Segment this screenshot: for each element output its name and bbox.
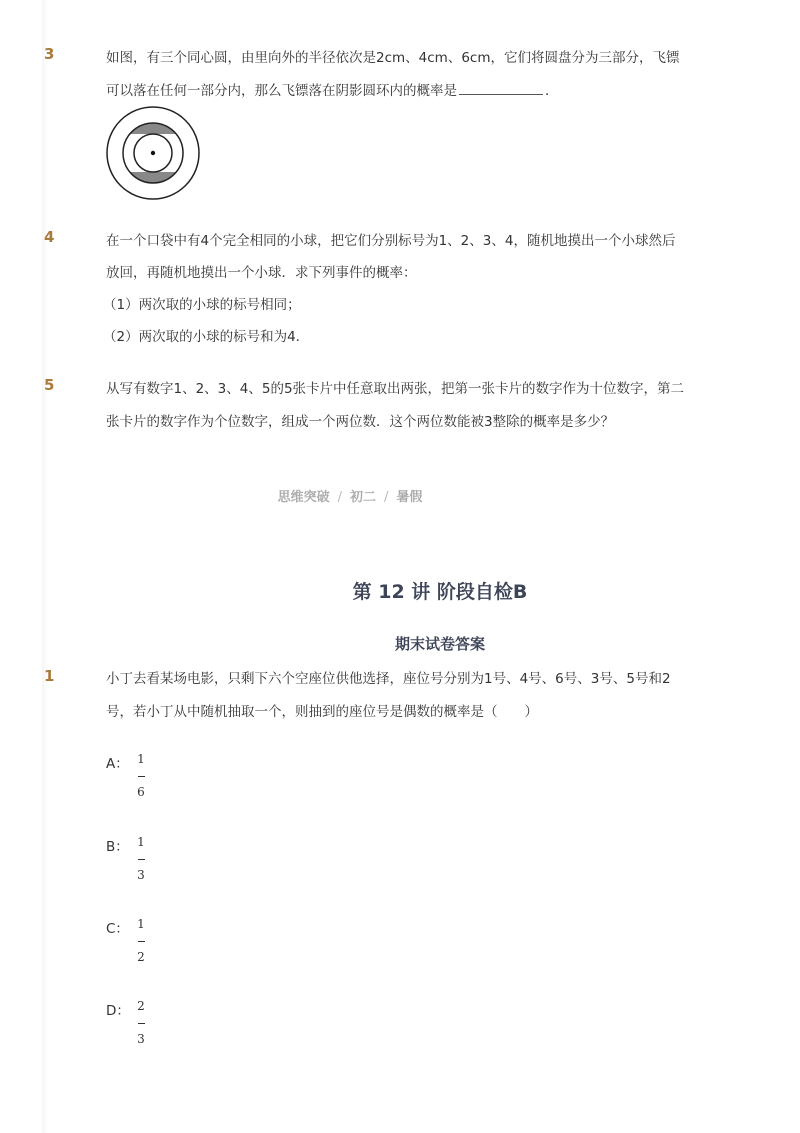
question-text-part: ．: [545, 83, 559, 99]
page-footer: [0, 486, 700, 505]
page-edge: [42, 0, 48, 1133]
concentric-circles-diagram: [104, 106, 204, 200]
question-text: 从写有数字1、2、3、4、5的5张卡片中任意取出两张，把第一张卡片的数字作为十位数字，第二: [106, 381, 685, 397]
fraction-numerator: 2: [137, 999, 145, 1013]
fraction-bar: [138, 941, 145, 942]
question-number: 5: [44, 376, 55, 394]
question-text: 号，若小丁从中随机抽取一个，则抽到的座位号是偶数的概率是（ ）: [106, 704, 538, 720]
fraction-denominator: 3: [137, 1032, 145, 1046]
fraction-numerator: 1: [137, 752, 145, 766]
question-text-part: 可以落在任何一部分内，那么飞镖落在阴影圆环内的概率是: [106, 83, 457, 99]
fraction-denominator: 6: [137, 785, 145, 799]
lecture-title: 第 12 讲 阶段自检B: [352, 581, 528, 603]
question-number: 3: [44, 45, 55, 63]
option-fraction-c: [133, 915, 149, 966]
footer-term: 暑假: [396, 490, 423, 505]
question-number: 4: [44, 228, 55, 246]
option-label-b: B：: [106, 839, 129, 855]
fraction-bar: [138, 776, 145, 777]
section-title: 期末试卷答案: [394, 635, 485, 653]
option-label-a: A：: [106, 756, 129, 772]
option-label-d: D：: [106, 1003, 130, 1019]
option-fraction-d: [133, 997, 149, 1048]
question-text: 如图，有三个同心圆，由里向外的半径依次是2cm、4cm、6cm，它们将圆盘分为三部分，飞镖: [106, 50, 680, 66]
question-number: 1: [44, 667, 55, 685]
fraction-denominator: 3: [137, 868, 145, 882]
center-dot: [151, 151, 155, 155]
footer-separator: /: [384, 490, 389, 505]
question-text: 张卡片的数字作为个位数字，组成一个两位数．这个两位数能被3整除的概率是多少？: [106, 414, 615, 430]
footer-series: 思维突破: [277, 490, 330, 505]
fraction-bar: [138, 859, 145, 860]
fraction-numerator: 1: [137, 835, 145, 849]
option-fraction-a: [133, 750, 149, 801]
option-label-c: C：: [106, 921, 129, 937]
fraction-bar: [138, 1023, 145, 1024]
answer-blank: [459, 82, 543, 95]
question-text: 小丁去看某场电影，只剩下六个空座位供他选择，座位号分别为1号、4号、6号、3号、5号和2: [106, 671, 671, 687]
question-text: 放回，再随机地摸出一个小球．求下列事件的概率：: [106, 265, 417, 281]
question-text: 在一个口袋中有4个完全相同的小球，把它们分别标号为1、2、3、4，随机地摸出一个小球然后: [106, 233, 676, 249]
footer-separator: /: [337, 490, 342, 505]
footer-grade: 初二: [349, 490, 376, 505]
question-subpart: （2）两次取的小球的标号和为4．: [103, 329, 310, 345]
fraction-denominator: 2: [137, 950, 145, 964]
option-fraction-b: [133, 833, 149, 884]
fraction-numerator: 1: [137, 917, 145, 931]
question-text: [106, 79, 559, 99]
question-subpart: （1）两次取的小球的标号相同；: [103, 297, 301, 313]
